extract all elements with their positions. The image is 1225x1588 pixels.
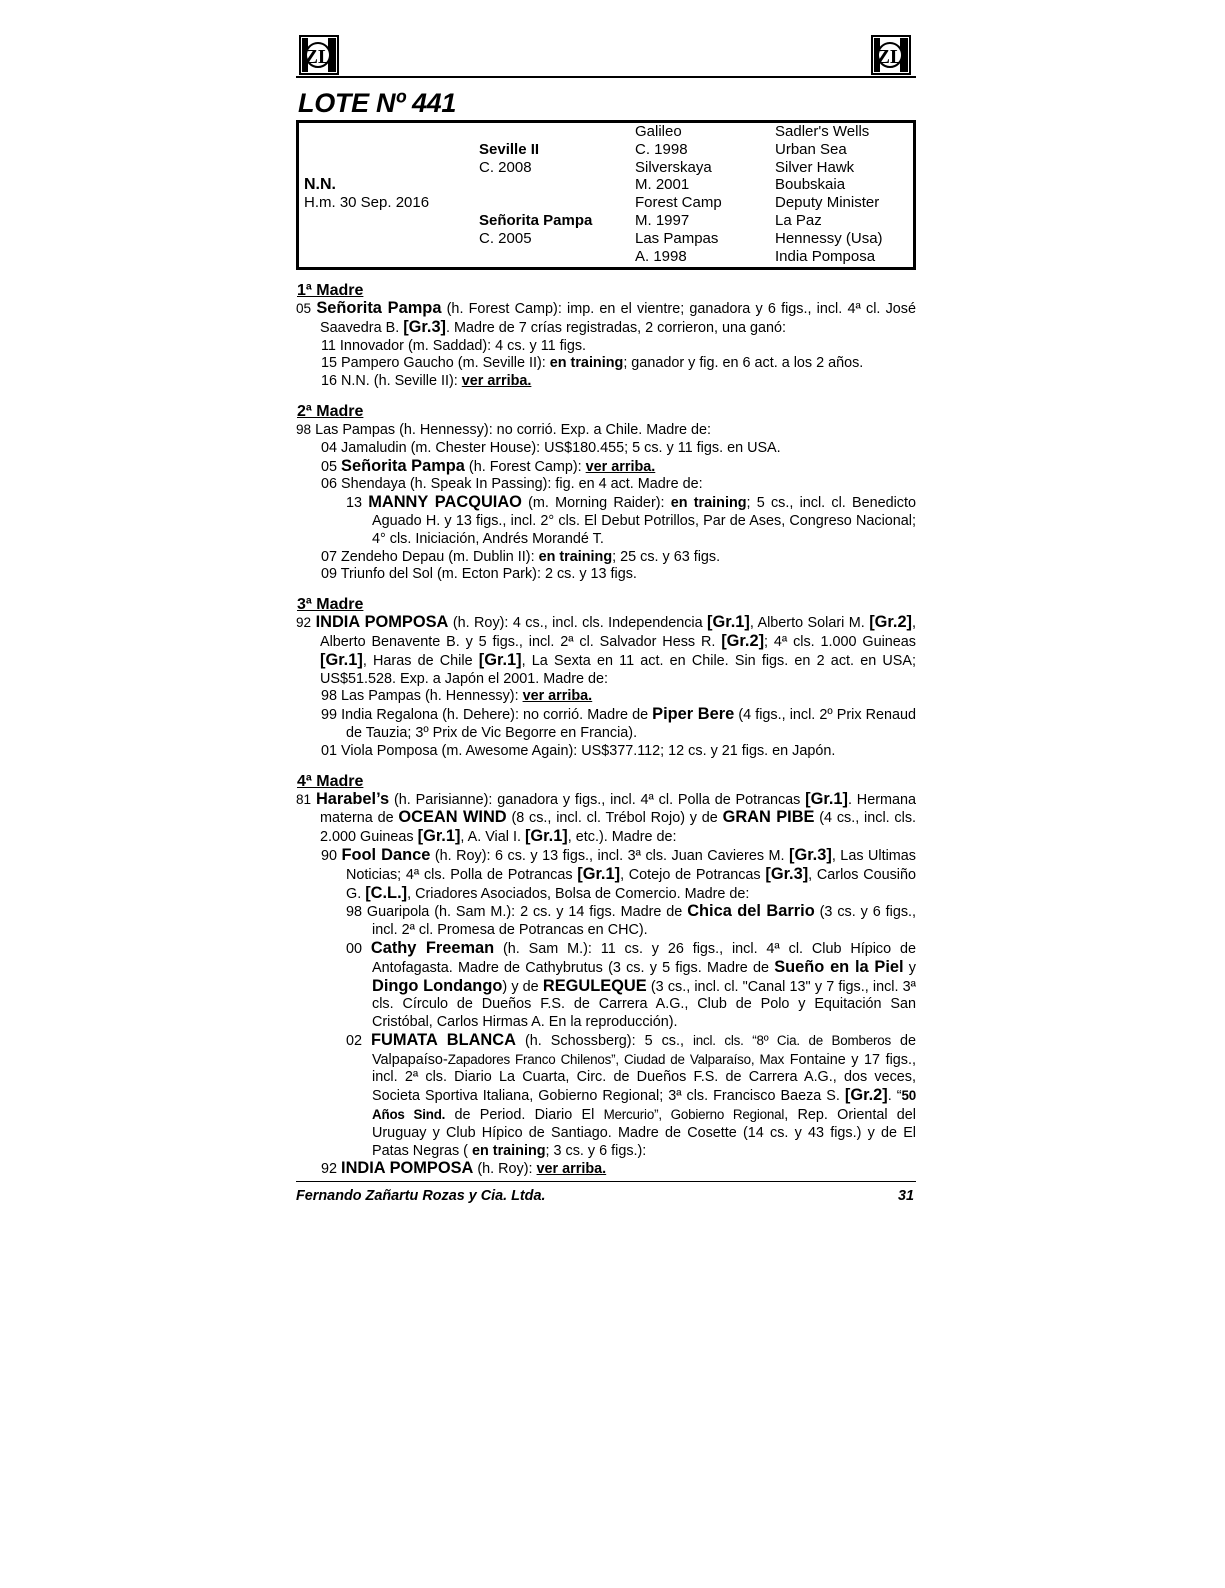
entry-line: 04 Jamaludin (m. Chester House): US$180.455; 5 cs. y 11 figs. en USA. [321, 439, 781, 456]
entry-line: 07 Zendeho Depau (m. Dublin II): en training; 25 cs. y 63 figs. [321, 548, 721, 565]
section-heading: 4ª Madre [297, 772, 364, 790]
dam-name: Señorita Pampa [479, 212, 593, 229]
entry-line: 98 Las Pampas (h. Hennessy): ver arriba. [321, 688, 593, 705]
ped-cell: Silverskaya [635, 158, 712, 176]
ped-cell: C. 1998 [635, 140, 688, 158]
footer-company: Fernando Zañartu Rozas y Cia. Ltda. [296, 1188, 546, 1204]
catalog-page [296, 30, 916, 1179]
header-rule [296, 76, 916, 78]
svg-text:ZL: ZL [876, 46, 904, 68]
ped-cell: Galileo [635, 123, 682, 140]
entry-line: 98 Las Pampas (h. Hennessy): no corrió. Exp. a Chile. Madre de: [296, 421, 712, 438]
zl-logo-icon [298, 34, 340, 76]
horse-name: N.N. [304, 176, 336, 193]
section-heading: 1ª Madre [297, 282, 364, 299]
page-number: 31 [897, 1188, 914, 1204]
entry-line: 13 MANNY PACQUIAO (m. Morning Raider): en training; 5 cs., incl. cl. Benedicto Aguado H. y 13 figs., incl. 2° cls. El Debut Potrillos, Par de Ases, Congreso Nacional; 4° cls. Iniciación, Andrés Morandé T. [346, 493, 916, 547]
ped-cell: Forest Camp [635, 194, 722, 212]
sire-name: Seville II [479, 141, 540, 158]
entry-line: 92 INDIA POMPOSA (h. Roy): 4 cs., incl. cls. Independencia [Gr.1], Alberto Solari M. [Gr.2], Alberto Benavente B. y 5 figs., incl. 2ª cl. Salvador Hess R. [Gr.2]; 4ª cls. 1.000 Guineas [Gr.1], Haras de Chile [Gr.1], La Sexta en 11 act. en Chile. Sin figs. en 2 act. en USA; US$51.528. Exp. a Japón el 2001. Madre de: [296, 613, 917, 687]
entry-line: 98 Guaripola (h. Sam M.): 2 cs. y 14 figs. Madre de Chica del Barrio (3 cs. y 6 figs., incl. 2ª cl. Promesa de Potrancas en CHC). [346, 902, 917, 939]
entry-line: 11 Innovador (m. Saddad): 4 cs. y 11 figs. [321, 337, 587, 354]
section-heading: 2ª Madre [297, 402, 364, 420]
ped-cell: Sadler's Wells [775, 123, 870, 140]
entry-line: 05 Señorita Pampa (h. Forest Camp): ver arriba. [321, 456, 656, 475]
page-header [296, 30, 916, 80]
ped-cell: M. 1997 [635, 212, 690, 229]
entry-line: 06 Shendaya (h. Speak In Passing): fig. en 4 act. Madre de: [321, 476, 703, 493]
ped-cell: A. 1998 [635, 247, 687, 265]
ped-cell: Urban Sea [775, 140, 847, 158]
entry-line: 92 INDIA POMPOSA (h. Roy): ver arriba. [321, 1159, 607, 1178]
entry-line: 99 India Regalona (h. Dehere): no corrió. Madre de Piper Bere (4 figs., incl. 2º Prix Renaud de Tauzia; 3º Prix de Vic Begorre en Francia). [321, 705, 917, 741]
entry-line: 90 Fool Dance (h. Roy): 6 cs. y 13 figs., incl. 3ª cls. Juan Cavieres M. [Gr.3], Las Ultimas Noticias; 4ª cls. Polla de Potrancas [Gr.1], Cotejo de Potrancas [Gr.3], Carlos Cousiño G. [C.L.], Criadores Asociados, Bolsa de Comercio. Madre de: [321, 845, 916, 902]
ped-cell: Deputy Minister [775, 194, 880, 212]
entry-line: 00 Cathy Freeman (h. Sam M.): 11 cs. y 26 figs., incl. 4ª cl. Club Hípico de Antofagasta. Madre de Cathybrutus (3 cs. y 5 figs. Madre de Sueño en la Piel y Dingo Londango) y de REGULEQUE (3 cs., incl. cl. "Canal 13" y 7 figs., incl. 3ª cls. Círculo de Dueños F.S. de Carrera A.G., Club de Polo y Equitación San Cristóbal, Carlos Hirmas A. En la reproducción). [346, 938, 916, 1031]
entry-line: 15 Pampero Gaucho (m. Seville II): en training; ganador y fig. en 6 act. a los 2 años. [321, 355, 864, 372]
lote-title: LOTE Nº 441 [298, 88, 457, 118]
entry-line: 09 Triunfo del Sol (m. Ecton Park): 2 cs. y 13 figs. [321, 566, 637, 583]
page-footer [296, 1181, 916, 1206]
ped-cell: Hennessy (Usa) [775, 229, 883, 247]
ped-cell: M. 2001 [635, 176, 690, 194]
pedigree-table [296, 120, 916, 270]
svg-text:ZL: ZL [304, 46, 332, 68]
entry-line: 05 Señorita Pampa (h. Forest Camp): imp. en el vientre; ganadora y 6 figs., incl. 4ª cl. José Saavedra B. [Gr.3]. Madre de 7 crías registradas, 2 corrieron, una ganó: [296, 299, 916, 336]
entry-line: 02 FUMATA BLANCA (h. Schossberg): 5 cs., incl. cls. “8º Cia. de Bomberos de Valpapaíso-Zapadores Franco Chilenos”, Ciudad de Valparaíso, Max Fontaine y 17 figs., incl. 2ª cls. Diario La Cuarta, Circ. de Dueños F.S. de Carrera A.G., dos veces, Societa Sportiva Italiana, Gobierno Regional; 3ª cls. Francisco Baeza S. [Gr.2]. “50 Años Sind. de Period. Diario El Mercurio”, Gobierno Regional, Rep. Oriental del Uruguay y Club Hípico de Santiago. Madre de Cosette (14 cs. y 43 figs.) y de El Patas Negras ( en training; 3 cs. y 6 figs.): [346, 1030, 916, 1159]
entry-line: 81 Harabel’s (h. Parisianne): ganadora y figs., incl. 4ª cl. Polla de Potrancas [Gr.1]. Hermana materna de OCEAN WIND (8 cs., incl. cl. Trébol Rojo) y de GRAN PIBE (4 cs., incl. cls. 2.000 Guineas [Gr.1], A. Vial I. [Gr.1], etc.). Madre de: [296, 789, 917, 846]
entry-line: 16 N.N. (h. Seville II): ver arriba. [321, 373, 532, 390]
ped-cell: Silver Hawk [775, 158, 855, 176]
ped-cell: La Paz [775, 212, 822, 229]
ped-cell: Las Pampas [635, 229, 719, 247]
sire-info: C. 2008 [479, 158, 532, 176]
zl-logo-icon [870, 34, 912, 76]
dam-info: C. 2005 [479, 229, 532, 247]
ped-cell: Boubskaia [775, 176, 846, 194]
section-heading: 3ª Madre [297, 596, 364, 614]
entry-line: 01 Viola Pomposa (m. Awesome Again): US$377.112; 12 cs. y 21 figs. en Japón. [321, 742, 836, 759]
ped-cell: India Pomposa [775, 247, 876, 265]
horse-info: H.m. 30 Sep. 2016 [304, 194, 430, 211]
